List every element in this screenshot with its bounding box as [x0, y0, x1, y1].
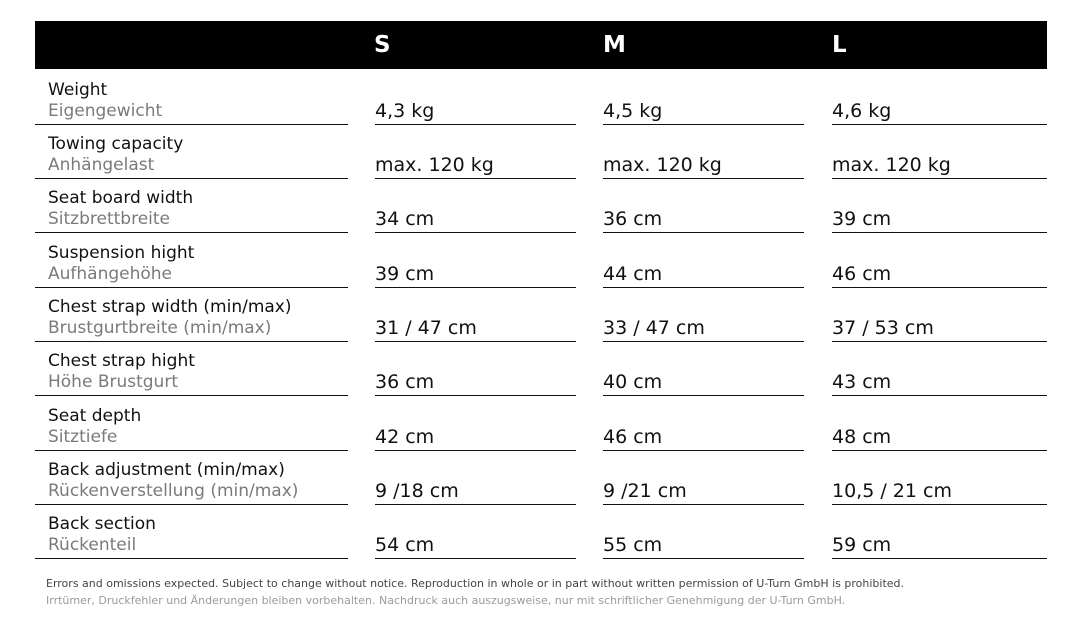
row-label	[35, 71, 348, 125]
value-s: 4,3 kg	[375, 100, 435, 122]
value-m: 44 cm	[603, 263, 663, 285]
value-s: 54 cm	[375, 534, 435, 556]
cell-size-s	[375, 397, 576, 451]
value-l: 59 cm	[832, 534, 892, 556]
size-header-m: M	[603, 32, 626, 58]
row-label	[35, 342, 348, 396]
value-s: 39 cm	[375, 263, 435, 285]
table-row-seat-board-width	[0, 179, 1081, 233]
cell-size-l	[832, 397, 1047, 451]
row-label-de: Rückenverstellung (min/max)	[48, 481, 299, 501]
row-label-de: Anhängelast	[48, 155, 155, 175]
row-label	[35, 125, 348, 179]
row-label	[35, 288, 348, 342]
cell-size-l	[832, 179, 1047, 233]
row-label-de: Sitztiefe	[48, 427, 118, 447]
value-m: 33 / 47 cm	[603, 317, 705, 339]
row-label-en: Suspension hight	[48, 243, 195, 263]
value-l: 37 / 53 cm	[832, 317, 934, 339]
row-label-en: Towing capacity	[48, 134, 184, 154]
value-l: 48 cm	[832, 426, 892, 448]
table-row-back-section	[0, 505, 1081, 559]
cell-size-s	[375, 179, 576, 233]
value-l: 46 cm	[832, 263, 892, 285]
table-row-chest-strap-width	[0, 288, 1081, 342]
table-row-seat-depth	[0, 397, 1081, 451]
value-m: 9 /21 cm	[603, 480, 687, 502]
row-label	[35, 179, 348, 233]
cell-size-l	[832, 125, 1047, 179]
value-s: 34 cm	[375, 208, 435, 230]
cell-size-s	[375, 342, 576, 396]
row-label-en: Seat depth	[48, 406, 142, 426]
table-row-suspension-hight	[0, 234, 1081, 288]
cell-size-l	[832, 288, 1047, 342]
row-label-en: Weight	[48, 80, 108, 100]
value-m: max. 120 kg	[603, 154, 722, 176]
value-l: 43 cm	[832, 371, 892, 393]
row-label-en: Chest strap hight	[48, 351, 195, 371]
value-m: 36 cm	[603, 208, 663, 230]
size-header-s: S	[374, 32, 391, 58]
cell-size-l	[832, 505, 1047, 559]
cell-size-l	[832, 451, 1047, 505]
cell-size-m	[603, 342, 804, 396]
row-label-en: Seat board width	[48, 188, 194, 208]
cell-size-s	[375, 451, 576, 505]
table-row-towing-capacity	[0, 125, 1081, 179]
cell-size-m	[603, 71, 804, 125]
footer-disclaimer-de: Irrtümer, Druckfehler und Änderungen bleiben vorbehalten. Nachdruck auch auszugsweise, nur mit schriftlicher Genehmigung der U-Turn GmbH.	[46, 594, 846, 607]
size-header-l: L	[832, 32, 847, 58]
footer-disclaimer-en: Errors and omissions expected. Subject to change without notice. Reproduction in whole or in part without written permission of U-Turn GmbH is prohibited.	[46, 577, 905, 590]
value-m: 55 cm	[603, 534, 663, 556]
table-row-back-adjustment	[0, 451, 1081, 505]
value-s: 9 /18 cm	[375, 480, 459, 502]
value-s: 36 cm	[375, 371, 435, 393]
cell-size-l	[832, 234, 1047, 288]
cell-size-m	[603, 451, 804, 505]
row-label-en: Back adjustment (min/max)	[48, 460, 285, 480]
row-label-de: Rückenteil	[48, 535, 137, 555]
cell-size-s	[375, 288, 576, 342]
value-s: 31 / 47 cm	[375, 317, 477, 339]
cell-size-m	[603, 125, 804, 179]
value-s: 42 cm	[375, 426, 435, 448]
value-l: 39 cm	[832, 208, 892, 230]
value-l: max. 120 kg	[832, 154, 951, 176]
value-m: 4,5 kg	[603, 100, 663, 122]
row-label	[35, 234, 348, 288]
row-label	[35, 451, 348, 505]
row-label-de: Aufhängehöhe	[48, 264, 173, 284]
row-label-de: Brustgurtbreite (min/max)	[48, 318, 272, 338]
value-m: 46 cm	[603, 426, 663, 448]
cell-size-m	[603, 505, 804, 559]
value-l: 10,5 / 21 cm	[832, 480, 952, 502]
cell-size-m	[603, 234, 804, 288]
cell-size-s	[375, 71, 576, 125]
table-row-chest-strap-hight	[0, 342, 1081, 396]
cell-size-s	[375, 234, 576, 288]
value-m: 40 cm	[603, 371, 663, 393]
row-label	[35, 505, 348, 559]
value-l: 4,6 kg	[832, 100, 892, 122]
row-label-en: Chest strap width (min/max)	[48, 297, 292, 317]
cell-size-m	[603, 288, 804, 342]
cell-size-m	[603, 397, 804, 451]
cell-size-l	[832, 71, 1047, 125]
table-row-weight	[0, 71, 1081, 125]
cell-size-s	[375, 125, 576, 179]
row-label-de: Sitzbrettbreite	[48, 209, 171, 229]
row-label-de: Eigengewicht	[48, 101, 163, 121]
value-s: max. 120 kg	[375, 154, 494, 176]
cell-size-m	[603, 179, 804, 233]
row-label-en: Back section	[48, 514, 156, 534]
row-label	[35, 397, 348, 451]
size-table-header	[35, 21, 1047, 69]
row-label-de: Höhe Brustgurt	[48, 372, 178, 392]
cell-size-l	[832, 342, 1047, 396]
cell-size-s	[375, 505, 576, 559]
